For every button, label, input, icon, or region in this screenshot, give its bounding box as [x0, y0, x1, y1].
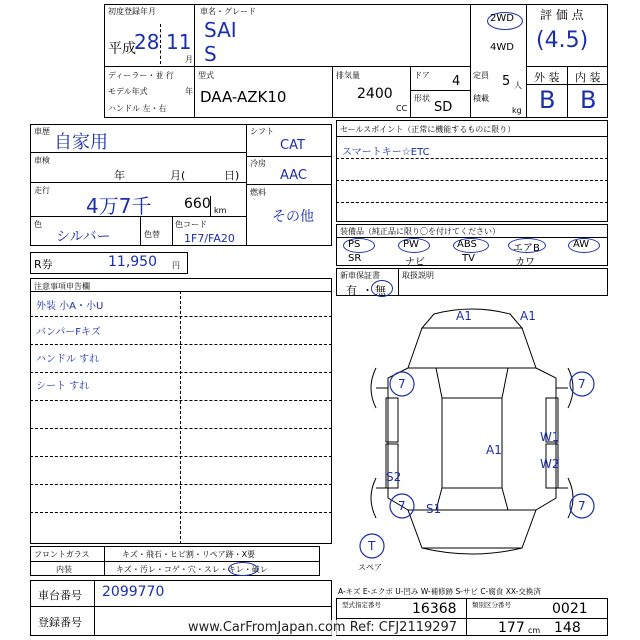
yen-unit: 円 [172, 261, 180, 270]
exterior-label: 外 装 [534, 71, 560, 84]
recycle-label: R券 [34, 258, 53, 271]
warranty-no: 無 [375, 284, 386, 297]
note-line: シート すれ [36, 381, 90, 392]
interior-label: 内 装 [575, 71, 601, 84]
warranty-label: 新車保証書 [340, 271, 380, 280]
equip-airbag: エアB [513, 243, 540, 254]
load-label: 積載 [473, 94, 489, 103]
shift-value: CAT [280, 138, 305, 153]
inspection-day: 日) [224, 169, 240, 182]
equip-navi: ナビ [405, 257, 425, 268]
km-unit: km [214, 206, 227, 215]
damage-mark: 7 [578, 377, 586, 391]
front-glass-label: フロントガラス [34, 550, 90, 559]
interior-grade: B [580, 86, 597, 114]
grade: S [204, 42, 217, 66]
handle-label: ハンドル 左・右 [108, 104, 167, 113]
inspection-year: 年 [114, 169, 125, 182]
equip-abs: ABS [457, 239, 477, 250]
score: (4.5) [536, 28, 589, 53]
drive-4wd: 4WD [490, 42, 514, 53]
notes-label: 注意事項申告欄 [34, 282, 90, 291]
mileage-handwritten: 4万7千 [86, 194, 152, 218]
displacement-label: 排気量 [336, 71, 360, 80]
reg-year: 28 [134, 30, 160, 54]
model-code: DAA-AZK10 [200, 88, 287, 106]
front-glass-text: キズ・飛石・ヒビ割・リペア跡・X要 [122, 550, 256, 559]
equip-ps: PS [348, 239, 361, 250]
inspection-month: 月( [170, 169, 186, 182]
capacity-unit: 人 [514, 81, 522, 90]
warranty-yes: 有 [346, 284, 357, 297]
color-change-label: 色替 [144, 230, 160, 239]
registration-label: 登録番号 [38, 616, 82, 629]
equipment-label: 装備品（純正品に限り〇を付けてください） [340, 227, 500, 236]
dealer-label: ディーラー・並 行 [108, 71, 174, 80]
capacity: 5 [502, 74, 511, 89]
notes-box [30, 278, 332, 544]
ac-value: AAC [280, 168, 307, 183]
reg-month: 11 [166, 30, 192, 54]
damage-mark: W1 [540, 430, 560, 444]
damage-mark: 7 [398, 499, 406, 513]
first-registration-label: 初度登録年月 [108, 7, 156, 16]
month-unit: 月 [185, 55, 193, 64]
capacity-label: 定員 [473, 71, 489, 80]
damage-mark: T [368, 539, 376, 553]
drive-2wd: 2WD [490, 13, 514, 24]
recycle-value: 11,950 [108, 254, 157, 270]
class-number-label: 類別区分番号 [472, 601, 511, 609]
cm-unit: cm [528, 626, 541, 635]
color-label: 色 [34, 220, 42, 229]
damage-mark: S2 [386, 470, 402, 484]
mileage-label: 走行 [34, 186, 50, 195]
equip-aw: AW [573, 239, 590, 250]
note-line: バンパーFキズ [36, 327, 101, 338]
type-number-label: 型式指定番号 [342, 601, 381, 609]
damage-mark: A1 [486, 443, 502, 457]
model-year-unit: 年 [185, 87, 193, 96]
equip-leather: カワ [515, 257, 535, 268]
note-line: 外装 小A・小U [36, 301, 104, 312]
fuel-value: その他 [272, 209, 314, 225]
damage-mark: A1 [520, 309, 536, 323]
era: 平成 [108, 41, 136, 57]
shift-label: シフト [250, 127, 274, 136]
history-label: 車歴 [34, 127, 50, 136]
header-box [104, 4, 608, 118]
interior-text: キズ・汚レ・コゲ・穴・スレ・キレ・破レ [116, 565, 268, 574]
damage-mark: S1 [426, 502, 442, 516]
spare-label: スペア [358, 563, 382, 572]
interior-label: 内装 [56, 565, 72, 574]
damage-mark: A1 [456, 309, 472, 323]
damage-legend: A-キズ E-エクボ U-凹み W-補修跡 S-サビ C-腐食 XX-交換済 [338, 587, 541, 596]
dimension-2: 148 [554, 620, 581, 636]
color-code: 1F7/FA20 [184, 232, 235, 245]
displacement: 2400 [357, 86, 393, 102]
history-value: 自家用 [54, 132, 108, 153]
equip-sr: SR [348, 253, 362, 264]
class-number: 0021 [552, 601, 588, 617]
doors: 4 [452, 74, 461, 89]
color-value: シルバー [56, 229, 111, 245]
sales-point-line: スマートキー☆ETC [342, 147, 430, 158]
chassis-number: 2099770 [102, 584, 165, 600]
shape-label: 形状 [414, 94, 430, 103]
fuel-label: 燃料 [250, 188, 266, 197]
kg-unit: kg [512, 106, 522, 115]
score-label: 評 価 点 [540, 8, 584, 22]
mileage-number: 660 [184, 196, 211, 212]
inspection-label: 車検 [34, 156, 50, 165]
equip-tv: TV [462, 253, 475, 264]
door-label: ドア [414, 71, 430, 80]
model-year-label: モデル年式 [108, 87, 148, 96]
shape: SD [434, 100, 453, 115]
exterior-grade: B [539, 86, 556, 114]
damage-mark: 7 [398, 377, 406, 391]
dimension-1: 177 [498, 620, 525, 636]
ac-label: 冷房 [250, 159, 266, 168]
damage-mark: 7 [578, 499, 586, 513]
chassis-label: 車台番号 [38, 589, 82, 602]
name-grade-label: 車名・グレード [200, 7, 256, 16]
damage-mark: W2 [540, 457, 560, 471]
sales-point-label: セールスポイント（正常に機能するものに限り） [340, 125, 516, 134]
cc-unit: CC [396, 104, 408, 113]
equip-pw: PW [403, 239, 419, 250]
note-line: ハンドル すれ [36, 354, 100, 365]
type-number: 16368 [412, 601, 457, 617]
watermark: www.CarFromJapan.com Ref: CFJ2119297 [188, 620, 458, 635]
manual-label: 取扱説明 [402, 271, 434, 280]
car-diagram [336, 298, 608, 578]
type-label: 型式 [198, 71, 214, 80]
car-name: SAI [204, 18, 237, 42]
color-code-label: 色コード [175, 220, 207, 229]
